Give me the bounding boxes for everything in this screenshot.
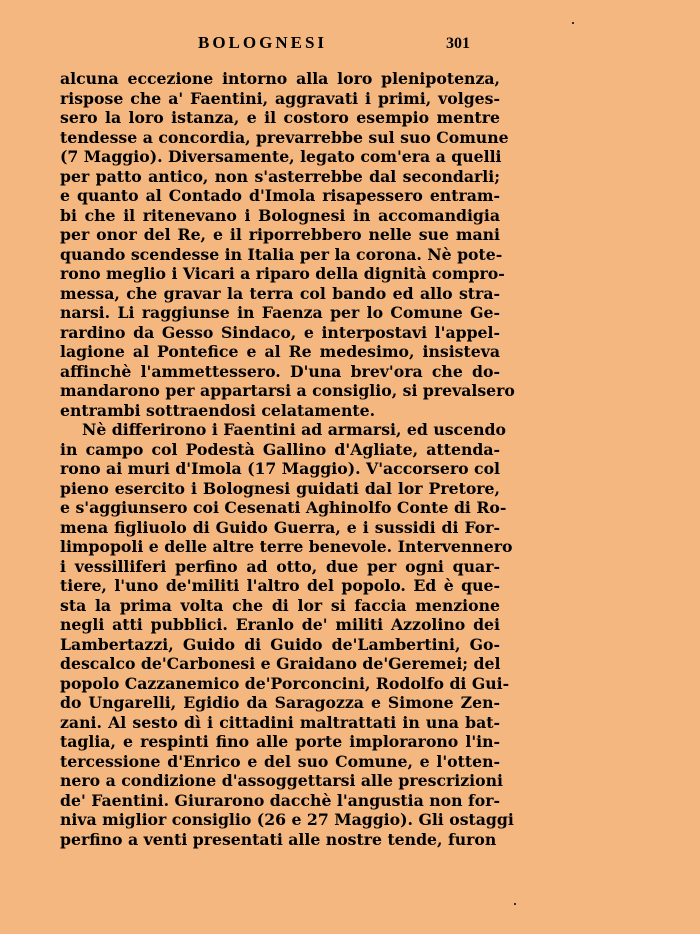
- running-title: BOLOGNESI: [198, 33, 328, 52]
- text-line: rispose che a' Faentini, aggravati i primi, volges-: [60, 88, 500, 108]
- text-line: sta la prima volta che di lor si faccia menzione: [60, 595, 500, 615]
- text-line: limpopoli e delle altre terre benevole. Intervennero: [60, 537, 513, 556]
- text-line: pieno esercito i Bolognesi guidati dal lor Pretore,: [60, 478, 500, 498]
- text-line: e s'aggiunsero coi Cesenati Aghinolfo Conte di Ro-: [60, 498, 507, 517]
- text-line: (7 Maggio). Diversamente, legato com'era a quelli: [60, 147, 502, 166]
- text-line: rono meglio i Vicari a riparo della dignità compro-: [60, 264, 505, 283]
- body-text: [60, 69, 515, 849]
- text-line: in campo col Podestà Gallino d'Agliate, attenda-: [60, 439, 500, 459]
- page-final-line: perfino a venti presentati alle nostre tende, furon: [60, 829, 497, 849]
- text-line: bi che il ritenevano i Bolognesi in accomandigia: [60, 205, 500, 225]
- text-line: sero la loro istanza, e il costoro esempio mentre: [60, 108, 500, 127]
- text-line: Lambertazzi, Guido di Guido de'Lambertini, Go-: [60, 634, 500, 654]
- text-line: rardino da Gesso Sindaco, e interpostavi l'appel-: [60, 322, 500, 342]
- text-line: taglia, e respinti fino alle porte implorarono l'in-: [60, 732, 500, 751]
- text-line: alcuna eccezione intorno alla loro plenipotenza,: [60, 69, 500, 88]
- scan-speck: [572, 22, 574, 24]
- text-line: do Ungarelli, Egidio da Saragozza e Simone Zen-: [60, 693, 500, 712]
- text-line: rono ai muri d'Imola (17 Maggio). V'accorsero col: [60, 459, 500, 478]
- text-line: descalco de'Carbonesi e Graidano de'Geremei; del: [60, 654, 501, 673]
- text-line: narsi. Li raggiunse in Faenza per lo Comune Ge-: [60, 303, 500, 322]
- text-line: per onor del Re, e il riporrebbero nelle sue mani: [60, 225, 500, 244]
- paragraph-start-line: Nè differirono i Faentini ad armarsi, ed uscendo: [82, 420, 506, 439]
- text-line: mandarono per appartarsi a consiglio, si prevalsero: [60, 381, 515, 400]
- scan-speck: [514, 903, 516, 905]
- text-line: tendesse a concordia, prevarrebbe sul suo Comune: [60, 127, 509, 147]
- text-line: lagione al Pontefice e al Re medesimo, insisteva: [60, 342, 500, 361]
- text-line: quando scendesse in Italia per la corona. Nè pote-: [60, 244, 503, 264]
- text-line: i vessilliferi perfino ad otto, due per ogni quar-: [60, 556, 500, 576]
- paragraph-end-line: entrambi sottraendosi celatamente.: [60, 400, 376, 420]
- text-line: messa, che gravar la terra col bando ed allo stra-: [60, 283, 500, 303]
- page-number: 301: [446, 35, 470, 52]
- text-line: e quanto al Contado d'Imola risapessero entram-: [60, 186, 500, 205]
- text-line: nero a condizione d'assoggettarsi alle prescrizioni: [60, 771, 503, 790]
- text-line: popolo Cazzanemico de'Porconcini, Rodolfo di Gui-: [60, 673, 510, 693]
- text-line: affinchè l'ammettessero. D'una brev'ora che do-: [60, 361, 500, 381]
- text-line: per patto antico, non s'asterrebbe dal secondarli;: [60, 166, 500, 186]
- text-line: de' Faentini. Giurarono dacchè l'angustia non for-: [60, 790, 500, 810]
- text-line: zani. Al sesto dì i cittadini maltrattati in una bat-: [60, 712, 500, 732]
- text-line: tiere, l'uno de'militi l'altro del popolo. Ed è que-: [60, 576, 500, 595]
- text-line: mena figliuolo di Guido Guerra, e i sussidi di For-: [60, 517, 500, 537]
- text-line: niva miglior consiglio (26 e 27 Maggio). Gli ostaggi: [60, 810, 514, 829]
- text-line: negli atti pubblici. Eranlo de' militi Azzolino dei: [60, 615, 500, 634]
- text-line: tercessione d'Enrico e del suo Comune, e l'otten-: [60, 751, 500, 771]
